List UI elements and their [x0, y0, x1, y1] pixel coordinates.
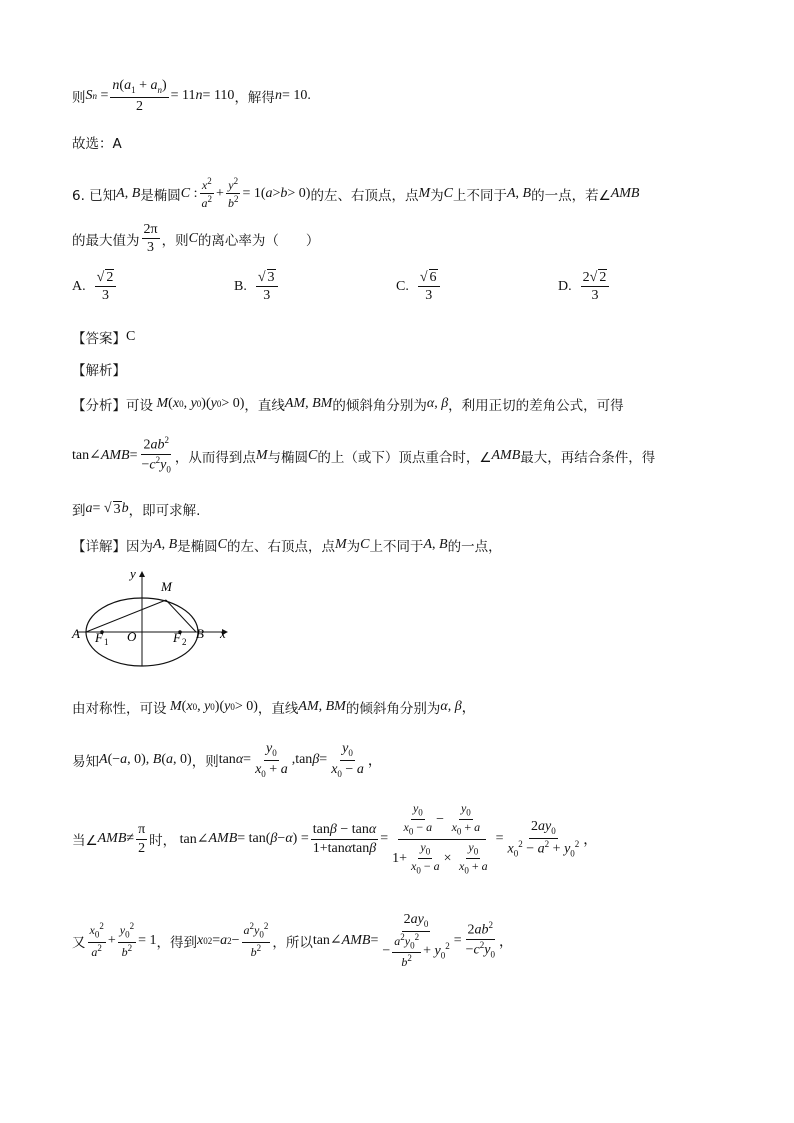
- text: 上不同于: [369, 539, 424, 555]
- radicand: 2: [599, 270, 607, 285]
- fraction: $\frac{y^2}{b^2}$: [227, 176, 239, 211]
- text: 则: [72, 90, 86, 107]
- tan-difference-line: 当∠ AMB ≠ $\frac{\pi}{2}$ 时， tan∠ AMB = tan( β − α ) = $\frac{\tan\beta - \tan\alpha}{1+\tan\alpha\tan\beta}$ = $\frac{y_0}{x_0 - a}$ − $\frac{y_0}{x_0 + a}$ 1+ $\frac{y_0}{x_0 - a}$ × $\frac{y_0}{x_0 + a}$ = $\frac{2ay_0}{x_0^2 - a^2 + y_0^2}$ ，: [72, 801, 598, 876]
- option-d[interactable]: [558, 270, 611, 304]
- answer-value: C: [126, 329, 136, 344]
- fraction: $\frac{2√ 2}{3}$: [581, 270, 610, 304]
- fraction: $2ay_0$ − $\frac{a^2y_0^2}{b^2}$ + $y_0^2$: [382, 912, 450, 969]
- option-a[interactable]: [72, 270, 118, 304]
- xiangjie-label: 【详解】: [72, 539, 126, 555]
- fenxi-line2: tan∠ AMB = $\frac{2ab^2}{-c^2y_0}$ ，从而得到点 M 与椭圆 C 的上（或下）顶点重合时，∠ AMB 最大，再结合条件，得: [72, 435, 656, 475]
- label-f1: F: [95, 630, 103, 645]
- segment-am: [86, 600, 166, 632]
- text: 易知: [72, 754, 99, 771]
- text: 因为: [126, 539, 153, 555]
- denominator: 3: [101, 288, 109, 304]
- text: 到: [72, 503, 86, 519]
- text: 当∠: [72, 833, 98, 850]
- text: 的一点，若∠: [531, 187, 611, 204]
- fraction: $\frac{\tan\beta - \tan\alpha}{1+\tan\alpha\tan\beta}$: [312, 822, 377, 856]
- option-letter: D.: [558, 278, 572, 294]
- text: ，直线: [244, 398, 285, 414]
- text: 可设: [126, 398, 153, 414]
- fraction: $\frac{a^2y_0^2}{b^2}$: [394, 931, 420, 969]
- fraction: $\frac{x_0^2}{a^2}$: [89, 921, 104, 959]
- ellipse-substitution-line: 又 $\frac{x_0^2}{a^2}$ + $\frac{y_0^2}{b^2}$ = 1 ，得到 x 0 2 = a 2 − $\frac{a^2y_0^2}{b^2}$ ，所以 tan∠ AMB = $2ay_0$ − $\frac{a^2y_0^2}{b^2}$ + $y_0^2$ = $\frac{2ab^2}{-c^2y_0}$ ，: [72, 912, 513, 969]
- fraction: $\frac{y_0}{x_0 + a}$: [451, 801, 481, 837]
- fraction: $\frac{√ 2}{3}$: [95, 270, 117, 304]
- text: ，则: [161, 232, 189, 249]
- text: 的倾斜角分别为: [345, 701, 441, 717]
- label-o: O: [127, 629, 137, 644]
- fraction: $\frac{y_0}{x_0 - a}$: [331, 741, 364, 779]
- answer-label: 【答案】: [72, 331, 126, 347]
- fenxi-label: 【分析】: [72, 398, 126, 414]
- option-letter: A.: [72, 278, 86, 294]
- fraction: $\frac{√ 3}{3}$: [256, 270, 278, 304]
- radicand: 3: [267, 270, 275, 285]
- coefficient: 2: [582, 270, 590, 285]
- text: 的最大值为: [72, 232, 140, 249]
- fraction: $\frac{√ 6}{3}$: [418, 270, 440, 304]
- text: ，直线: [257, 701, 299, 717]
- denominator: 3: [263, 288, 271, 304]
- text: 为: [430, 187, 444, 204]
- line-sn: 则 S n = $\frac{n(a_1 + a_n)}{2}$ = 11 n = 110 ，解得 n = 10.: [72, 78, 311, 114]
- text: 的离心率为（ ）: [197, 232, 320, 249]
- radicand: 6: [429, 270, 437, 285]
- text: 为: [346, 539, 361, 555]
- option-letter: B.: [234, 278, 247, 294]
- ellipse-diagram: [70, 562, 240, 672]
- text: 的一点，: [447, 539, 502, 555]
- fraction: $\frac{y_0}{x_0 + a}$: [459, 839, 488, 876]
- fraction: $\frac{2ab^2}{-c^2y_0}$: [465, 919, 495, 960]
- denominator: 3: [425, 288, 433, 304]
- label-f2-sub: 2: [182, 637, 187, 647]
- fraction: $\frac{2ay_0}{x_0^2 - a^2 + y_0^2}$: [507, 819, 580, 859]
- label-b: B: [196, 626, 204, 641]
- text: 上不同于: [452, 187, 507, 204]
- fraction: $\frac{y_0}{x_0 + a}$: [255, 741, 288, 779]
- fraction: $\frac{x^2}{a^2}$: [201, 176, 213, 211]
- text: ，则: [191, 754, 219, 771]
- fraction: $\frac{2\pi}{3}$: [143, 222, 158, 256]
- compound-fraction: $\frac{y_0}{x_0 - a}$ − $\frac{y_0}{x_0 + a}$ 1+ $\frac{y_0}{x_0 - a}$ × $\frac{y_0}{x_0 + a}$: [392, 801, 488, 876]
- fraction: $\frac{y_0^2}{b^2}$: [119, 921, 135, 959]
- text: 的左、右顶点，点: [310, 187, 419, 204]
- label-a: A: [72, 626, 80, 641]
- text: ，得到: [156, 934, 197, 951]
- text: 与椭圆: [267, 449, 309, 466]
- fraction: $\frac{2ab^2}{-c^2y_0}$: [141, 435, 171, 475]
- text: 是椭圆: [177, 539, 218, 555]
- text: ，所以: [272, 934, 313, 951]
- question-6-line2: 的最大值为 $\frac{2\pi}{3}$ ，则 C 的离心率为（ ）: [72, 222, 320, 256]
- option-b[interactable]: [234, 270, 280, 304]
- fraction: $\frac{y_0}{x_0 - a}$: [403, 801, 433, 837]
- xiangjie-line: 【详解】 因为 A , B 是椭圆 C 的左、右顶点，点 M 为 C 上不同于 A , B 的一点，: [72, 537, 502, 555]
- text: ，从而得到点: [174, 449, 256, 466]
- fraction: $\frac{a^2y_0^2}{b^2}$: [243, 921, 269, 959]
- radicand: 2: [106, 270, 114, 285]
- text: ，解得: [234, 90, 275, 107]
- question-6-line1: 6. 已知 A , B 是椭圆 C : $\frac{x^2}{a^2}$ + $\frac{y^2}{b^2}$ = 1( a > b > 0) 的左、右顶点，点 M 为 C 上不同于 A , B 的一点，若∠ AMB: [72, 176, 640, 211]
- y-axis-arrow: [139, 571, 145, 577]
- label-m: M: [161, 579, 172, 594]
- text: 的上（或下）顶点重合时，∠: [317, 449, 492, 466]
- text: 由对称性，可设: [72, 701, 167, 717]
- option-c[interactable]: [396, 270, 442, 304]
- denominator: 3: [591, 288, 599, 304]
- text: 又: [72, 934, 86, 951]
- text: 最大，再结合条件，得: [520, 449, 656, 466]
- label-y: y: [130, 566, 136, 581]
- symmetry-line: 由对称性，可设 M ( x 0 , y 0 )( y 0 > 0) ，直线 AM , BM 的倾斜角分别为 α , β ，: [72, 699, 476, 717]
- option-letter: C.: [396, 278, 409, 294]
- analysis-label: 【解析】: [72, 363, 126, 379]
- text: ，利用正切的差角公式，可得: [448, 398, 624, 414]
- label-f1-sub: 1: [104, 637, 109, 647]
- text: 时，: [149, 833, 177, 850]
- fenxi-line3: 到 a = √ 3 b ，即可求解.: [72, 501, 201, 519]
- text: 6. 已知: [72, 187, 117, 204]
- answer-line: [72, 327, 135, 347]
- text: 的倾斜角分别为: [332, 398, 427, 414]
- fraction: $\frac{y_0}{x_0 - a}$: [411, 839, 440, 876]
- fenxi-line1: 【分析】 可设 M ( x 0 , y 0 )( y 0 > 0) ，直线 AM , BM 的倾斜角分别为 α , β ，利用正切的差角公式，可得: [72, 396, 624, 414]
- text: 的左、右顶点，点: [226, 539, 335, 555]
- label-f2: F: [173, 630, 181, 645]
- fraction: $\frac{n(a_1 + a_n)}{2}$: [112, 78, 167, 114]
- text: ，即可求解.: [128, 503, 201, 519]
- easy-know-line: 易知 A (− a , 0), B ( a , 0) ，则 tan α = $\frac{y_0}{x_0 + a}$ ,tan β = $\frac{y_0}{x_0 - a}$ ，: [72, 741, 382, 779]
- choose-a-line: 故选：A: [72, 136, 122, 152]
- label-x: x: [220, 626, 226, 641]
- fraction: $\frac{\pi}{2}$: [138, 822, 146, 856]
- text: 是椭圆: [140, 187, 181, 204]
